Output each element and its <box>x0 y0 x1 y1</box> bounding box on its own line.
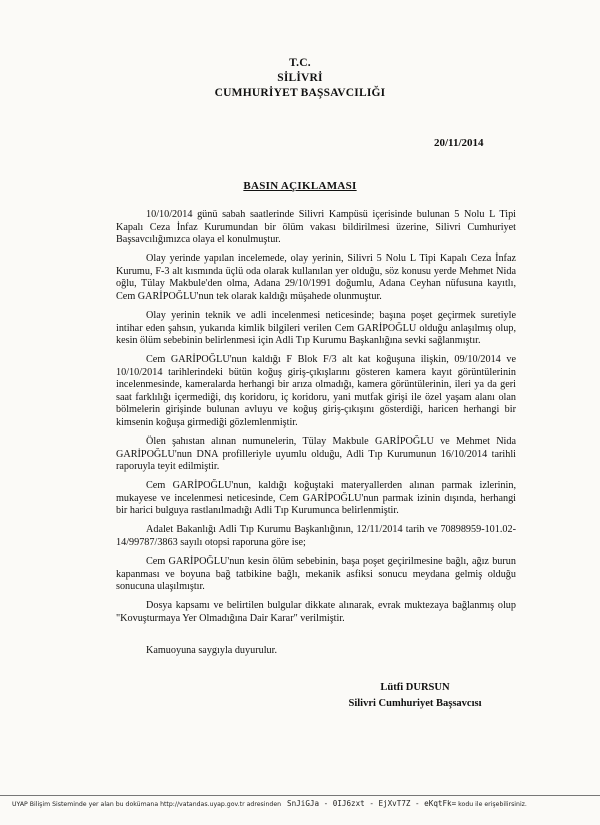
signatory-name: Lütfi DURSUN <box>380 682 450 693</box>
document-body <box>116 209 516 658</box>
body-paragraph-4: Cem GARİPOĞLU'nun kaldığı F Blok F/3 alt kat koğuşuna ilişkin, 09/10/2014 ve 10/10/2014 tarihlerindeki bütün koğuş giriş-çıkışlarını gösteren kamera kayıt görüntülerinin incelenmesinde, kameralarda herhangi bir arıza olmadığı, kamera görüntülerinin, ileri ya da geri saat farklılığı içermediği, dış koridoru, iç koridoru, yani mutfak girişi ile özel yaşam alanı olan bölmelerin girişinde bulunan avluyu ve koğuş giriş-çıkışını gösterdiği, haricen herhangi bir kimsenin koğuşa girmediği gözlemlenmiştir. <box>116 354 516 429</box>
body-paragraph-6: Cem GARİPOĞLU'nun, kaldığı koğuştaki materyallerden alınan parmak izlerinin, mukayese ve incelenmesi neticesinde, Cem GARİPOĞLU'nun parmak izinin dışında, herhangi bir harici bulguya rastlanılmadığı Adli Tıp Kurumunca belirlenmiştir. <box>116 480 516 517</box>
document-date: 20/11/2014 <box>434 137 484 149</box>
body-paragraph-7: Adalet Bakanlığı Adli Tıp Kurumu Başkanlığının, 12/11/2014 tarih ve 70898959-101.02-14/99787/3863 sayılı otopsi raporuna göre ise; <box>116 524 516 548</box>
header-tc: T.C. <box>289 57 311 69</box>
document-title: BASIN AÇIKLAMASI <box>243 180 357 192</box>
body-paragraph-1: 10/10/2014 günü sabah saatlerinde Silivri Kampüsü içerisinde bulunan 5 Nolu L Tipi Kapalı Ceza İnfaz Kurumundan bir ölüm vakası bildirilmesi üzerine, Silivri Cumhuriyet Başsavcılığımızca olaya el konulmuştur. <box>116 209 516 246</box>
body-paragraph-2: Olay yerinde yapılan incelemede, olay yerinin, Silivri 5 Nolu L Tipi Kapalı Ceza İnfaz Kurumu, F-3 alt kısmında üçlü oda olarak kullanılan yer olduğu, söz konusu yerde Mehmet Nida oğlu, Tülay Makbule'den olma, Adana 29/10/1991 doğumlu, Adana Ceyhan nüfusuna kayıtlı, Cem GARİPOĞLU'nun tek olarak kaldığı müşahede olunmuştur. <box>116 253 516 302</box>
document-footer <box>12 799 527 808</box>
closing-line: Kamuoyuna saygıyla duyurulur. <box>146 645 277 657</box>
signatory-title: Silivri Cumhuriyet Başsavcısı <box>348 698 482 709</box>
body-paragraph-5: Ölen şahıstan alınan numunelerin, Tülay Makbule GARİPOĞLU ve Mehmet Nida GARİPOĞLU'nun DNA profilleriyle uyumlu olduğu, Adli Tıp Kurumunun 16/10/2014 tarihli raporuyla teyit edilmiştir. <box>116 436 516 473</box>
verification-code: SnJiGJa - 0IJ6zxt - EjXvT7Z - eKqtFk= <box>287 799 457 808</box>
body-paragraph-3: Olay yerinin teknik ve adli incelenmesi neticesinde; başına poşet geçirmek suretiyle intihar eden şahsın, yukarıda kimlik bilgileri verilen Cem GARİPOĞLU olduğu anlaşılmış olup, kesin ölüm sebebinin belirlenmesi için Adli Tıp Kurumu Başkanlığına sevki sağlanmıştır. <box>116 309 516 347</box>
footer-text: UYAP Bilişim Sisteminde yer alan bu dokümana http://vatandas.uyap.gov.tr adresinden <box>12 801 282 808</box>
footer-suffix: kodu ile erişebilirsiniz. <box>458 801 527 808</box>
header-city: SİLİVRİ <box>277 72 323 84</box>
document-header <box>0 56 600 101</box>
body-paragraph-9: Dosya kapsamı ve belirtilen bulgular dikkate alınarak, evrak muktezaya bağlanmış olup "Kovuşturmaya Yer Olmadığına Dair Karar" verilmiştir. <box>116 600 516 624</box>
footer-divider <box>0 795 600 796</box>
body-paragraph-8: Cem GARİPOĞLU'nun kesin ölüm sebebinin, başa poşet geçirilmesine bağlı, ağız burun kapanması ve boyuna bağ tatbikine bağlı, mekanik asfiksi sonucu meydana gelmiş olduğu sonucuna ulaşılmıştır. <box>116 555 516 593</box>
signature-block <box>300 680 530 712</box>
header-office: CUMHURİYET BAŞSAVCILIĞI <box>214 87 386 99</box>
